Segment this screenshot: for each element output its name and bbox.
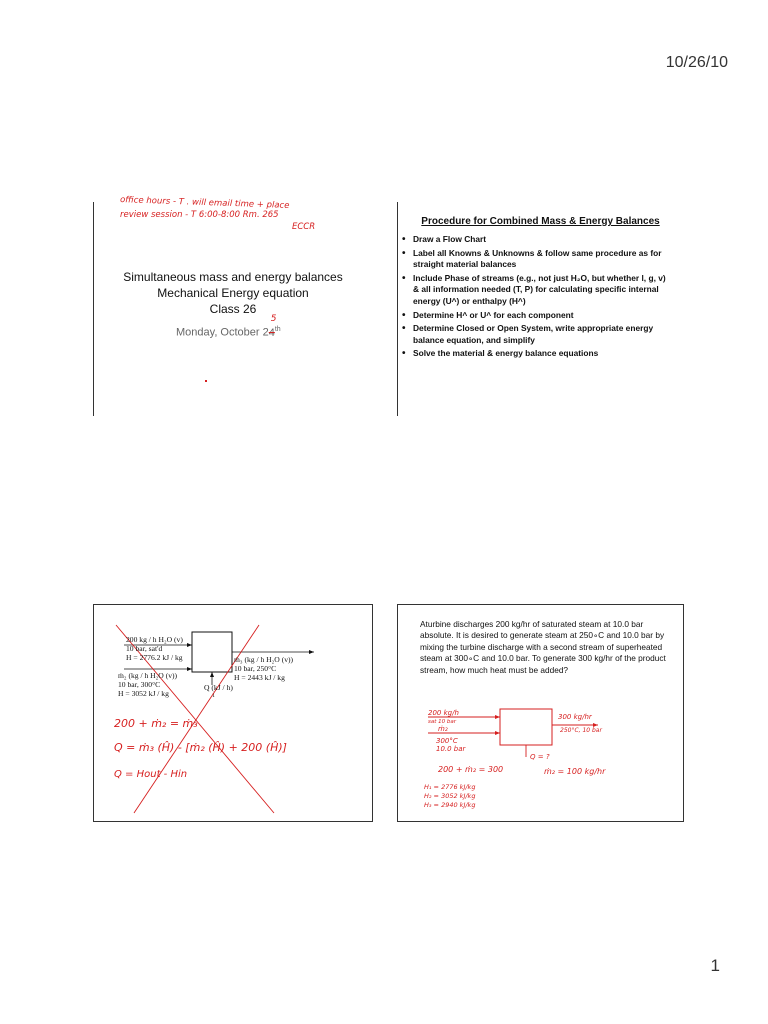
stream-2-enthalpy: H = 3052 kJ / kg: [118, 689, 169, 698]
page-number: 1: [710, 956, 720, 975]
procedure-list: [402, 234, 674, 362]
handwritten-m2-result: ṁ₂ = 100 kg/hr: [544, 767, 606, 776]
heat-arrowhead: [210, 672, 214, 677]
mixer-unit: [192, 632, 232, 672]
stream-1-flow: 200 kg / h H₂O (v): [126, 635, 183, 644]
slide-title-line-1: Simultaneous mass and energy balances: [123, 270, 343, 284]
date-struck-digit: 4: [268, 326, 275, 339]
handwritten-mass-balance-eq: 200 + ṁ₂ = 300: [438, 765, 504, 774]
stream-3-enthalpy: H = 2443 kJ / kg: [234, 673, 285, 682]
handwritten-h2: H₂ = 3052 kJ/kg: [424, 792, 476, 800]
handwritten-review-session: review session - T 6:00-8:00 Rm. 265: [120, 210, 279, 220]
handwritten-stream-3-state: 250°C, 10 bar: [560, 727, 602, 734]
handwritten-heat-definition: Q = Hout - Hin: [114, 769, 188, 780]
date-prefix: Monday, October 2: [176, 326, 269, 339]
stream-3-arrowhead: [309, 650, 314, 654]
procedure-heading: Procedure for Combined Mass & Energy Balances: [421, 216, 660, 227]
stream-3-flow: ṁ₃ (kg / h H₂O (v)): [234, 655, 294, 664]
handwritten-h3: H₃ = 2940 kJ/kg: [424, 801, 476, 809]
date-correction: 5: [270, 313, 277, 324]
slide-problem: [397, 604, 684, 822]
handwritten-h1: H₁ = 2776 kJ/kg: [424, 783, 476, 791]
slide-flowchart: [93, 604, 373, 822]
handwritten-energy-balance: Q = ṁ₃ (Ĥ) - [ṁ₂ (Ĥ) + 200 (Ĥ)]: [114, 741, 287, 754]
procedure-item: • Solve the material & energy balance equations: [402, 348, 674, 360]
stream-2-flow: ṁ₂ (kg / h H₂O (v)): [118, 671, 178, 680]
heat-label: Q (kJ / h): [204, 683, 233, 692]
handwritten-stream-3-flow: 300 kg/hr: [558, 713, 592, 721]
handwritten-stream-2-head: [495, 731, 500, 735]
handwritten-mixer: [500, 709, 552, 745]
procedure-item: • Label all Knowns & Unknowns & follow same procedure as for straight material balances: [402, 248, 674, 271]
slide-date: [176, 313, 281, 339]
procedure-item: • Determine Closed or Open System, write appropriate energy balance equation, and simplify: [402, 323, 674, 346]
stream-2-arrowhead: [187, 667, 192, 671]
stream-3-conditions: 10 bar, 250°C: [234, 664, 277, 673]
stray-mark: [205, 380, 207, 382]
handwritten-stream-2-temp: 300°C: [436, 737, 458, 745]
handwritten-stream-2-flow: ṁ₂: [438, 725, 448, 733]
handwritten-office-hours: office hours - T . will email time + place: [119, 195, 290, 211]
slide-title-line-2: Mechanical Energy equation: [157, 286, 309, 300]
procedure-item: • Include Phase of streams (e.g., not just H₂O, but whether l, g, v) & all information needed (T, P) for calculating specific internal energy (U^) or enthalpy (H^): [402, 273, 674, 308]
handwritten-stream-2-pressure: 10.0 bar: [436, 745, 466, 753]
stream-1-enthalpy: H = 2776.2 kJ / kg: [126, 653, 183, 662]
handwritten-q: Q = ?: [530, 753, 550, 761]
stream-1-conditions: 10 bar, sat'd: [126, 644, 163, 653]
page-date: 10/26/10: [665, 54, 728, 71]
handwritten-stream-1-flow: 200 kg/h: [428, 709, 459, 717]
handwritten-mass-balance: 200 + ṁ₂ = ṁ₃: [114, 717, 198, 730]
stream-1-arrowhead: [187, 643, 192, 647]
problem-statement: Aturbine discharges 200 kg/hr of saturated steam at 10.0 bar absolute. It is desired to generate steam at 250∘C and 10.0 bar by mixing the turbine discharge with a second stream of superheated steam at 300∘C and 10.0 bar. To generate 300 kg/hr of the product stream, how much heat must be added?: [420, 619, 666, 675]
heat-input-tick: 1: [212, 693, 215, 699]
slide-title-line-3: Class 26: [209, 302, 257, 316]
stream-2-conditions: 10 bar, 300°C: [118, 680, 161, 689]
procedure-item: • Determine H^ or U^ for each component: [402, 310, 674, 322]
date-suffix: th: [274, 326, 281, 333]
handwritten-stream-1-head: [495, 715, 500, 719]
handwritten-stream-1-state: sat 10 bar: [428, 719, 457, 725]
procedure-item: • Draw a Flow Chart: [402, 234, 674, 246]
slide-title: [93, 195, 372, 416]
handwritten-room: ECCR: [292, 222, 316, 232]
slide-procedure: [397, 202, 683, 416]
